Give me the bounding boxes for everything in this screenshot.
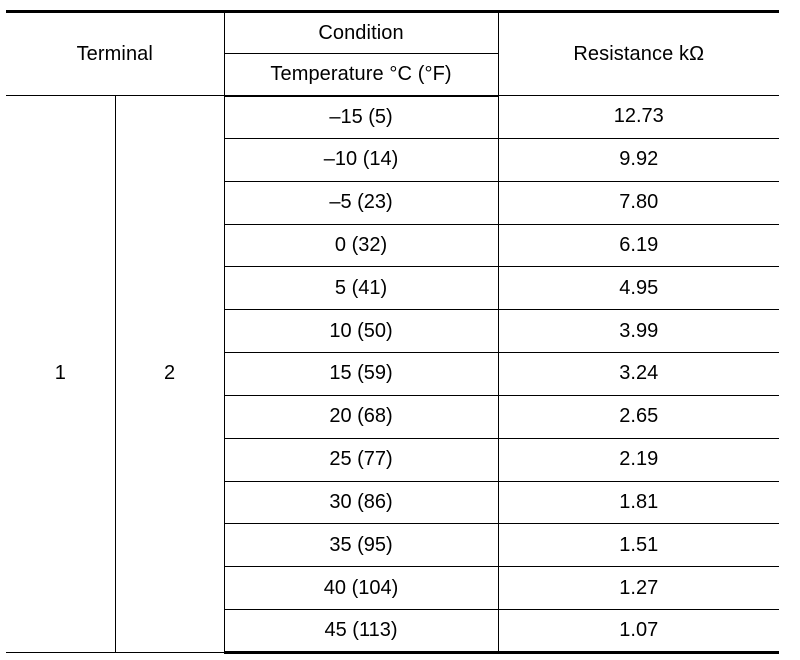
condition-header-label: Condition — [318, 21, 404, 44]
temperature-cell: 25 (77) — [224, 438, 498, 481]
resistance-cell: 6.19 — [498, 224, 779, 267]
temperature-cell: 30 (86) — [224, 481, 498, 524]
temperature-cell: 40 (104) — [224, 567, 498, 610]
resistance-cell: 2.19 — [498, 438, 779, 481]
resistance-header — [498, 12, 779, 96]
resistance-cell: 3.99 — [498, 310, 779, 353]
temperature-cell: 35 (95) — [224, 524, 498, 567]
temperature-cell: 0 (32) — [224, 224, 498, 267]
temperature-cell: –15 (5) — [224, 96, 498, 139]
temperature-cell: 5 (41) — [224, 267, 498, 310]
temperature-cell: 45 (113) — [224, 610, 498, 653]
terminal-second-cell: 2 — [115, 96, 224, 653]
resistance-cell: 9.92 — [498, 138, 779, 181]
resistance-cell: 1.07 — [498, 610, 779, 653]
terminal-first-cell: 1 — [6, 96, 115, 653]
table-row — [6, 96, 779, 139]
temperature-header — [224, 54, 498, 96]
resistance-cell: 1.27 — [498, 567, 779, 610]
terminal-header — [6, 12, 224, 96]
resistance-cell: 2.65 — [498, 395, 779, 438]
temperature-header-label: Temperature °C (°F) — [270, 62, 452, 85]
temperature-cell: 15 (59) — [224, 353, 498, 396]
resistance-spec-table — [6, 10, 779, 654]
resistance-cell: 1.51 — [498, 524, 779, 567]
condition-header — [224, 12, 498, 54]
resistance-cell: 12.73 — [498, 96, 779, 139]
temperature-cell: –5 (23) — [224, 181, 498, 224]
resistance-cell: 7.80 — [498, 181, 779, 224]
resistance-cell: 3.24 — [498, 353, 779, 396]
temperature-cell: 20 (68) — [224, 395, 498, 438]
resistance-header-label: Resistance kΩ — [573, 42, 705, 65]
temperature-cell: –10 (14) — [224, 138, 498, 181]
resistance-cell: 4.95 — [498, 267, 779, 310]
table-body — [6, 96, 779, 653]
terminal-header-label: Terminal — [76, 42, 153, 65]
header-row-top — [6, 12, 779, 54]
resistance-cell: 1.81 — [498, 481, 779, 524]
temperature-cell: 10 (50) — [224, 310, 498, 353]
